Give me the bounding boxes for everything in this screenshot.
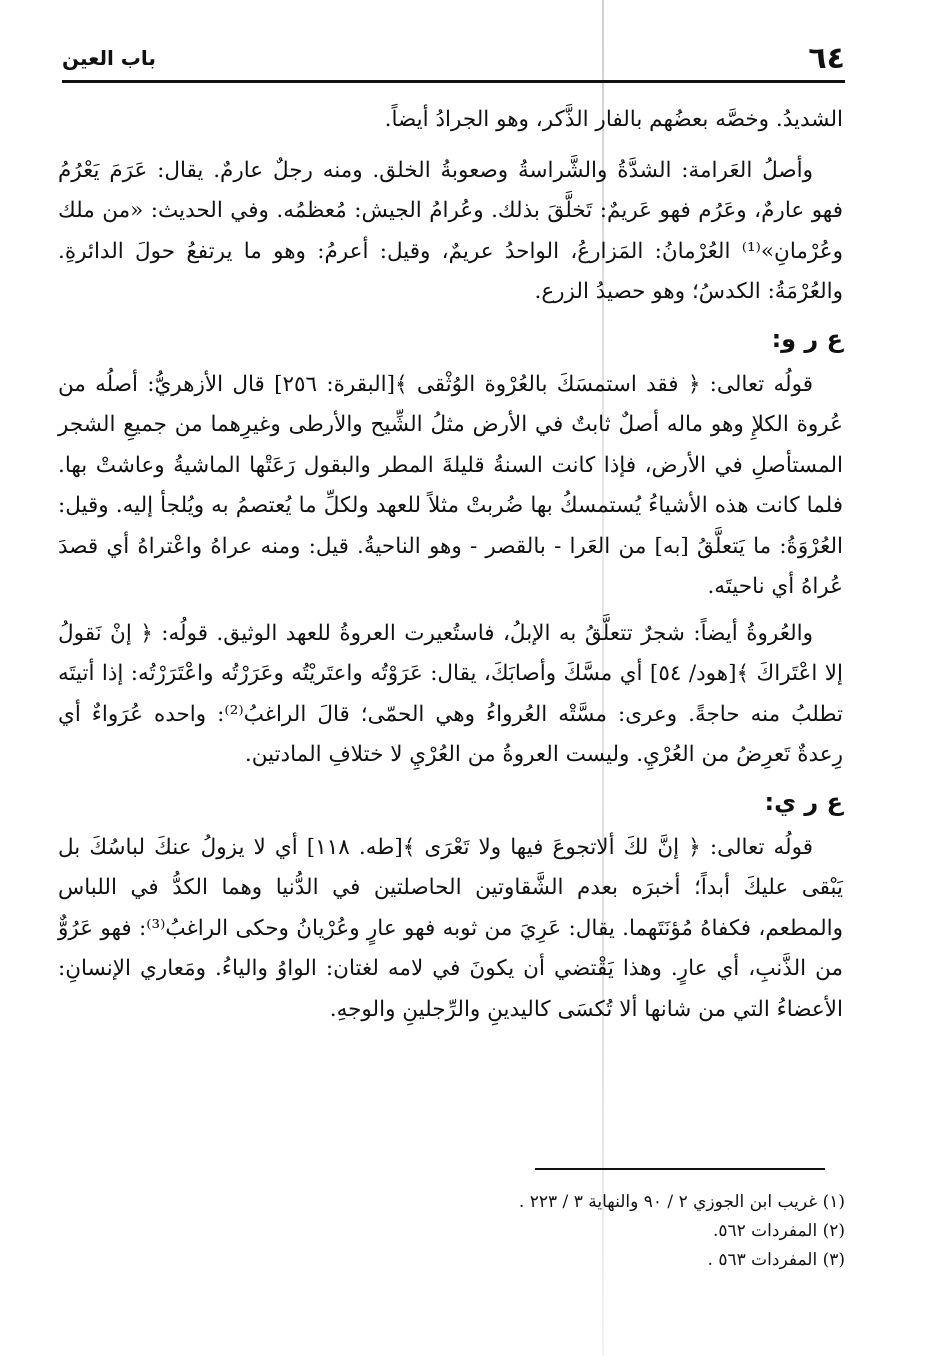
footnote-rule: [535, 1168, 825, 1170]
page-number: ٦٤: [808, 40, 845, 76]
paragraph-urwah-continued: والعُروةُ أيضاً: شجرٌ تتعلَّقُ به الإبلُ، فاستُعيرت العروةُ للعهد الوثيق. قولُه: ﴿ إنْ نَقولُ إلا اعْتَراكَ ﴾[هود/ ٥٤] أي مسَّكَ وأصابَكَ، يقال: عَرَوْتُه واعتَريْتُه وعَرَرْتُه واعْتَرَرْتُه: إذا أتيتَه تطلبُ منه حاجةً. وعرى: مسَّتْه العُرواءُ وهي الحمّى؛ قالَ الراغبُ⁽²⁾: واحده عُرَواءٌ أي رِعدةٌ تَعرِضُ من العُرْيِ. وليست العروةُ من العُرْيِ لا ختلافِ المادتين.: [58, 620, 843, 767]
paragraph-ura: قولُه تعالى: ﴿ إنَّ لكَ ألاتجوعَ فيها ولا تَعْرَى ﴾[طه. ١١٨] أي لا يزولُ عنكَ لباسُكَ بل يَبْقى عليكَ أبداً؛ أخبرَه بعدم الشَّقاوتين الحاصلتين في الدُّنيا وهما الكدُّ في اللباس والمطعم، فكفاهُ مُؤنَتَهما. يقال: عَرِيَ من ثوبه فهو عارٍ وعُرْيانُ وحكى الراغبُ⁽³⁾: فهو عَرُوٌّ من الذَّنبِ، أي عارٍ. وهذا يَقْتضي أن يكونَ في لامه لغتان: الواوُ والياءُ. ومَعاري الإنسانِ: الأعضاءُ التي من شانها ألا تُكسَى كاليدينِ والرِّجلينِ والوجهِ.: [58, 834, 843, 1022]
footnote: (٣) المفردات ٥٦٣ .: [707, 1250, 845, 1270]
entry-heading-ayn-ra-waw: ع ر و:: [771, 324, 843, 353]
entry-heading-ayn-ra-ya: ع ر ي:: [764, 787, 843, 816]
footnote: (٢) المفردات ٥٦٢.: [712, 1221, 845, 1241]
footnotes: [420, 1188, 845, 1275]
paragraph-aramah: وأصلُ العَرامة: الشدَّةُ والشَّراسةُ وصعوبةُ الخلق. ومنه رجلٌ عارمٌ. يقال: عَرَمَ يَعْرُمُ فهو عارمٌ، وعَرُم فهو عَريمٌ: تَخلَّقَ بذلك. وعُرامُ الجيش: مُعظمُه. وفي الحديث: «من ملك وعُرْمانِ»⁽¹⁾ العُرْمانُ: المَزارعُ، الواحدُ عريمٌ، وقيل: أعرمُ: وهو ما يرتفعُ حولَ الدائرةِ. والعُرْمَةُ: الكدسُ؛ وهو حصيدُ الزرع.: [58, 157, 843, 304]
body-text: [58, 100, 843, 1036]
paragraph-continued: الشديدُ. وخصَّه بعضُهم بالفار الذَّكر، وهو الجرادُ أيضاً.: [384, 107, 843, 132]
paragraph-urwah: قولُه تعالى: ﴿ فقد استمسَكَ بالعُرْوة الوُثْقى ﴾[البقرة: ٢٥٦] قال الأزهريُّ: أصلُه من عُروة الكلإِ وهو ماله أصلٌ ثابتٌ في الأرض مثلُ الشِّيح والأرطى وغيرِهما من جميعِ الشجر المستأصلِ في الأرض، فإذا كانت السنةُ قليلةَ المطر والبقول رَعَتْها الماشيةُ وعاشتْ بها. فلما كانت هذه الأشياءُ يُستمسكُ بها ضُربتْ مثلاً للعهد ولكلِّ ما يُعتصمُ به ويُلجأ إليه. وقيل: العُرْوَةُ: ما يَتعلَّقُ [به] من العَرا - بالقصر - وهو الناحيةُ. قيل: ومنه عراهُ واعْتراهُ أي قصدَ عُراهُ أي ناحيتَه.: [58, 371, 843, 599]
page-header: [62, 38, 845, 78]
chapter-title: باب العين: [62, 46, 156, 70]
header-rule: [62, 80, 845, 83]
footnote: (١) غريب ابن الجوزي ٢ / ٩٠ والنهاية ٣ / ٢٢٣ .: [518, 1192, 845, 1212]
